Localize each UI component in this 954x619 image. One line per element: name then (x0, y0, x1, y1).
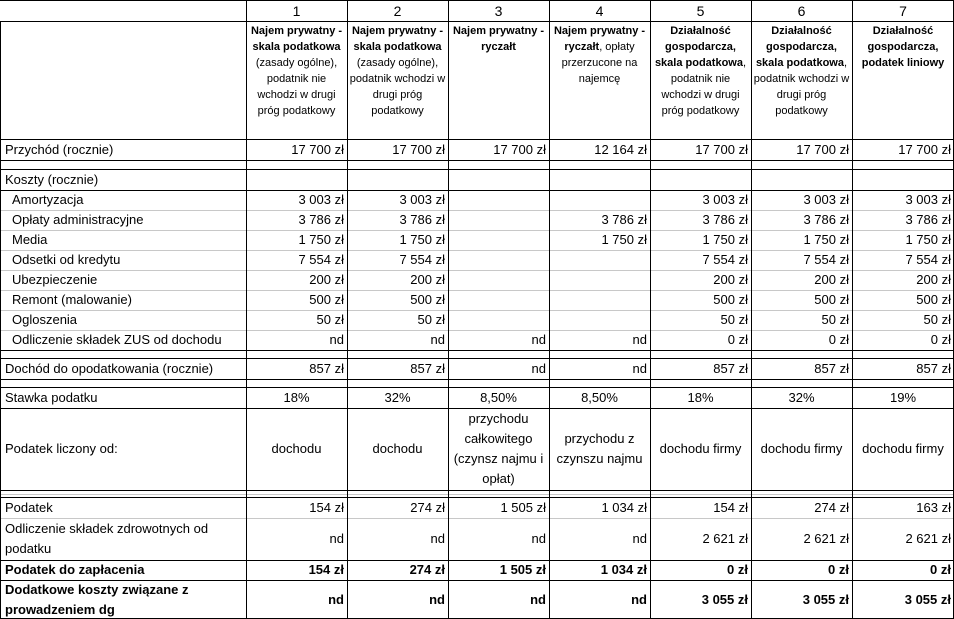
cell-dodatkowe-3[interactable]: nd (530, 592, 546, 607)
grid-vline-6 (751, 0, 752, 619)
cell-odsetki-6[interactable]: 7 554 zł (803, 252, 849, 267)
cell-ogloszenia-2[interactable]: 50 zł (417, 312, 445, 327)
cell-oplaty-6[interactable]: 3 786 zł (803, 212, 849, 227)
grid-hline-light-0 (0, 210, 954, 211)
cell-amortyzacja-7[interactable]: 3 003 zł (905, 192, 951, 207)
cell-zdrowotne-2[interactable]: nd (430, 531, 445, 546)
cell-media-3[interactable] (448, 230, 549, 250)
cell-liczony-4[interactable]: przychodu z czynszu najmu (556, 431, 643, 466)
row-label-podatek[interactable]: Podatek (5, 500, 53, 515)
grid-hline-6 (0, 350, 954, 351)
cell-ogloszenia-1[interactable]: 50 zł (316, 312, 344, 327)
cell-media-6[interactable]: 1 750 zł (803, 232, 849, 247)
cell-amortyzacja-5[interactable]: 3 003 zł (702, 192, 748, 207)
cell-odsetki-3[interactable] (448, 250, 549, 270)
cell-ubezpieczenie-4[interactable] (549, 270, 650, 290)
cell-zus-4[interactable]: nd (632, 332, 647, 347)
grid-hline-10 (0, 408, 954, 409)
cell-przychod-1[interactable]: 17 700 zł (291, 142, 344, 157)
cell-przychod-4[interactable]: 12 164 zł (594, 142, 647, 157)
cell-odsetki-2[interactable]: 7 554 zł (399, 252, 445, 267)
cell-koszty-6[interactable] (751, 170, 852, 190)
cell-koszty-5[interactable] (650, 170, 751, 190)
grid-vline-1 (246, 0, 247, 619)
grid-hline-4 (0, 169, 954, 170)
cell-ogloszenia-6[interactable]: 50 zł (821, 312, 849, 327)
cell-media-5[interactable]: 1 750 zł (702, 232, 748, 247)
cell-do_zaplaty-5[interactable]: 0 zł (727, 562, 748, 577)
grid-hline-light-6 (0, 330, 954, 331)
cell-stawka-4[interactable]: 8,50% (581, 390, 618, 405)
cell-zus-6[interactable]: 0 zł (828, 332, 849, 347)
grid-hline-light-5 (0, 310, 954, 311)
cell-remont-3[interactable] (448, 290, 549, 310)
row-label-oplaty[interactable]: Opłaty administracyjne (12, 212, 144, 227)
cell-oplaty-5[interactable]: 3 786 zł (702, 212, 748, 227)
cell-ubezpieczenie-2[interactable]: 200 zł (410, 272, 445, 287)
grid-hline-7 (0, 358, 954, 359)
column-header-title: Działalność gospodarcza, skala podatkowa (755, 25, 844, 69)
cell-ubezpieczenie-3[interactable] (448, 270, 549, 290)
cell-oplaty-4[interactable]: 3 786 zł (601, 212, 647, 227)
cell-zus-5[interactable]: 0 zł (727, 332, 748, 347)
cell-stawka-2[interactable]: 32% (384, 390, 411, 405)
grid-hline-1 (0, 21, 954, 22)
row-label-remont[interactable]: Remont (malowanie) (12, 292, 132, 307)
grid-vline-4 (549, 0, 550, 619)
row-label-przychod[interactable]: Przychód (rocznie) (5, 142, 114, 157)
cell-oplaty-2[interactable]: 3 786 zł (399, 212, 445, 227)
cell-przychod-7[interactable]: 17 700 zł (898, 142, 951, 157)
cell-ubezpieczenie-6[interactable]: 200 zł (814, 272, 849, 287)
cell-oplaty-1[interactable]: 3 786 zł (298, 212, 344, 227)
cell-odsetki-7[interactable]: 7 554 zł (905, 252, 951, 267)
cell-zdrowotne-4[interactable]: nd (632, 531, 647, 546)
cell-liczony-7[interactable]: dochodu firmy (862, 441, 944, 456)
cell-dochod-2[interactable]: 857 zł (410, 361, 445, 376)
cell-remont-1[interactable]: 500 zł (309, 292, 344, 307)
row-label-koszty[interactable]: Koszty (rocznie) (5, 172, 99, 187)
cell-zdrowotne-1[interactable]: nd (329, 531, 344, 546)
row-label-media[interactable]: Media (12, 232, 48, 247)
cell-remont-6[interactable]: 500 zł (814, 292, 849, 307)
grid-hline-3 (0, 160, 954, 161)
row-label-amortyzacja[interactable]: Amortyzacja (12, 192, 84, 207)
cell-zdrowotne-6[interactable]: 2 621 zł (803, 531, 849, 546)
column-header-title: Działalność gospodarcza, skala podatkowa (654, 25, 743, 69)
cell-podatek-5[interactable]: 154 zł (713, 500, 748, 515)
cell-podatek-2[interactable]: 274 zł (410, 500, 445, 515)
grid-hline-13 (0, 560, 954, 561)
column-header-subtitle: , podatnik wchodzi w drugi próg podatkowy (753, 57, 850, 117)
column-header-6[interactable] (751, 21, 852, 139)
column-header-5[interactable] (650, 21, 751, 139)
cell-ogloszenia-4[interactable] (549, 310, 650, 330)
cell-do_zaplaty-6[interactable]: 0 zł (828, 562, 849, 577)
cell-koszty-4[interactable] (549, 170, 650, 190)
column-number-1[interactable]: 1 (292, 3, 301, 19)
column-number-4[interactable]: 4 (595, 3, 604, 19)
cell-koszty-1[interactable] (246, 170, 347, 190)
row-label-ogloszenia[interactable]: Ogloszenia (12, 312, 78, 327)
column-header-title: Działalność gospodarcza, podatek liniowy (861, 25, 945, 69)
cell-ubezpieczenie-5[interactable]: 200 zł (713, 272, 748, 287)
grid-hline-light-1 (0, 230, 954, 231)
cell-zdrowotne-5[interactable]: 2 621 zł (702, 531, 748, 546)
column-number-2[interactable]: 2 (393, 3, 402, 19)
column-header-subtitle: , podatnik nie wchodzi w drugi próg podatkowy (661, 57, 747, 117)
grid-hline-light-3 (0, 270, 954, 271)
column-header-4[interactable] (549, 21, 650, 139)
cell-stawka-7[interactable]: 19% (889, 390, 917, 405)
cell-remont-7[interactable]: 500 zł (916, 292, 951, 307)
cell-do_zaplaty-1[interactable]: 154 zł (308, 562, 344, 577)
column-header-title: Najem prywatny - ryczałt (553, 25, 646, 53)
cell-zdrowotne-3[interactable]: nd (531, 531, 546, 546)
cell-podatek-4[interactable]: 1 034 zł (601, 500, 647, 515)
cell-liczony-1[interactable]: dochodu (271, 441, 322, 456)
column-header-1[interactable] (246, 21, 347, 139)
cell-dodatkowe-6[interactable]: 3 055 zł (802, 592, 849, 607)
column-header-2[interactable] (347, 21, 448, 139)
cell-do_zaplaty-2[interactable]: 274 zł (409, 562, 445, 577)
grid-hline-8 (0, 379, 954, 380)
row-label-dodatkowe[interactable]: Dodatkowe koszty związane z prowadzeniem dg (5, 581, 189, 617)
grid-hline-12 (0, 497, 954, 498)
cell-dochod-5[interactable]: 857 zł (713, 361, 748, 376)
grid-hline-9 (0, 387, 954, 388)
cell-odsetki-4[interactable] (549, 250, 650, 270)
row-label-stawka[interactable]: Stawka podatku (5, 390, 98, 405)
cell-ubezpieczenie-1[interactable]: 200 zł (309, 272, 344, 287)
cell-przychod-5[interactable]: 17 700 zł (695, 142, 748, 157)
cell-zdrowotne-7[interactable]: 2 621 zł (905, 531, 951, 546)
cell-koszty-2[interactable] (347, 170, 448, 190)
cell-dodatkowe-1[interactable]: nd (328, 592, 344, 607)
cell-amortyzacja-4[interactable] (549, 190, 650, 210)
cell-podatek-6[interactable]: 274 zł (814, 500, 849, 515)
cell-koszty-7[interactable] (852, 170, 954, 190)
cell-dodatkowe-5[interactable]: 3 055 zł (701, 592, 748, 607)
cell-zus-3[interactable]: nd (531, 332, 546, 347)
column-number-7[interactable]: 7 (899, 3, 907, 19)
column-header-3[interactable] (448, 21, 549, 139)
cell-stawka-5[interactable]: 18% (687, 390, 714, 405)
column-number-5[interactable]: 5 (696, 3, 705, 19)
cell-oplaty-7[interactable]: 3 786 zł (905, 212, 951, 227)
grid-hline-5 (0, 190, 954, 191)
cell-koszty-3[interactable] (448, 170, 549, 190)
cell-liczony-2[interactable]: dochodu (372, 441, 423, 456)
column-header-title: Najem prywatny - skala podatkowa (250, 25, 343, 53)
cell-media-4[interactable]: 1 750 zł (601, 232, 647, 247)
cell-ubezpieczenie-7[interactable]: 200 zł (916, 272, 951, 287)
cell-podatek-3[interactable]: 1 505 zł (500, 500, 546, 515)
column-header-subtitle: , opłaty przerzucone na najemcę (561, 41, 638, 85)
cell-dodatkowe-7[interactable]: 3 055 zł (904, 592, 951, 607)
cell-media-7[interactable]: 1 750 zł (905, 232, 951, 247)
cell-amortyzacja-3[interactable] (448, 190, 549, 210)
cell-stawka-3[interactable]: 8,50% (480, 390, 517, 405)
cell-stawka-1[interactable]: 18% (283, 390, 310, 405)
grid-vline-7 (852, 0, 853, 619)
grid-hline-0 (0, 0, 954, 1)
column-number-6[interactable]: 6 (797, 3, 806, 19)
row-label-zdrowotne[interactable]: Odliczenie składek zdrowotnych od podatku (5, 521, 209, 556)
cell-dodatkowe-4[interactable]: nd (631, 592, 647, 607)
grid-hline-14 (0, 580, 954, 581)
cell-przychod-2[interactable]: 17 700 zł (392, 142, 445, 157)
cell-dodatkowe-2[interactable]: nd (429, 592, 445, 607)
cell-przychod-3[interactable]: 17 700 zł (493, 142, 546, 157)
row-label-ubezpieczenie[interactable]: Ubezpieczenie (12, 272, 98, 287)
cell-do_zaplaty-7[interactable]: 0 zł (930, 562, 951, 577)
grid-hline-light-7 (0, 518, 954, 519)
cell-do_zaplaty-3[interactable]: 1 505 zł (499, 562, 546, 577)
cell-zus-2[interactable]: nd (430, 332, 445, 347)
cell-dochod-3[interactable]: nd (531, 361, 546, 376)
cell-stawka-6[interactable]: 32% (788, 390, 815, 405)
row-label-liczony[interactable]: Podatek liczony od: (5, 441, 118, 456)
cell-liczony-6[interactable]: dochodu firmy (760, 441, 843, 456)
cell-ogloszenia-3[interactable] (448, 310, 549, 330)
grid-vline-5 (650, 0, 651, 619)
column-header-subtitle: (zasady ogólne), podatnik nie wchodzi w drugi próg podatkowy (255, 57, 338, 117)
row-label-do_zaplaty[interactable]: Podatek do zapłacenia (5, 562, 145, 577)
column-header-7[interactable] (852, 21, 954, 139)
grid-vline-2 (347, 0, 348, 619)
grid-hline-light-4 (0, 290, 954, 291)
cell-remont-4[interactable] (549, 290, 650, 310)
row-label-dochod[interactable]: Dochód do opodatkowania (rocznie) (5, 361, 214, 376)
cell-przychod-6[interactable]: 17 700 zł (796, 142, 849, 157)
cell-dochod-7[interactable]: 857 zł (916, 361, 951, 376)
cell-remont-2[interactable]: 500 zł (410, 292, 445, 307)
grid-vline-3 (448, 0, 449, 619)
grid-hline-light-8 (0, 494, 954, 495)
row-label-odsetki[interactable]: Odsetki od kredytu (12, 252, 121, 267)
cell-odsetki-5[interactable]: 7 554 zł (702, 252, 748, 267)
cell-remont-5[interactable]: 500 zł (713, 292, 748, 307)
cell-media-2[interactable]: 1 750 zł (399, 232, 445, 247)
cell-liczony-5[interactable]: dochodu firmy (659, 441, 742, 456)
cell-zus-7[interactable]: 0 zł (930, 332, 951, 347)
cell-ogloszenia-7[interactable]: 50 zł (923, 312, 951, 327)
cell-podatek-7[interactable]: 163 zł (916, 500, 951, 515)
cell-oplaty-3[interactable] (448, 210, 549, 230)
cell-amortyzacja-2[interactable]: 3 003 zł (399, 192, 445, 207)
grid-vline-0 (0, 21, 1, 619)
cell-do_zaplaty-4[interactable]: 1 034 zł (600, 562, 647, 577)
column-header-title: Najem prywatny - skala podatkowa (351, 25, 444, 53)
column-header-subtitle: (zasady ogólne), podatnik wchodzi w drugi próg podatkowy (349, 57, 446, 117)
grid-hline-light-2 (0, 250, 954, 251)
grid-hline-2 (0, 139, 954, 140)
cell-zus-1[interactable]: nd (329, 332, 344, 347)
cell-media-1[interactable]: 1 750 zł (298, 232, 344, 247)
grid-hline-11 (0, 490, 954, 491)
cell-amortyzacja-1[interactable]: 3 003 zł (298, 192, 344, 207)
row-label-zus[interactable]: Odliczenie składek ZUS od dochodu (12, 332, 222, 347)
cell-odsetki-1[interactable]: 7 554 zł (298, 252, 344, 267)
cell-amortyzacja-6[interactable]: 3 003 zł (803, 192, 849, 207)
column-header-title: Najem prywatny - ryczałt (452, 25, 545, 53)
cell-ogloszenia-5[interactable]: 50 zł (720, 312, 748, 327)
cell-liczony-3[interactable]: przychodu całkowitego (czynsz najmu i opłat) (453, 411, 544, 486)
column-number-3[interactable]: 3 (494, 3, 503, 19)
cell-dochod-6[interactable]: 857 zł (814, 361, 849, 376)
cell-dochod-4[interactable]: nd (632, 361, 647, 376)
cell-podatek-1[interactable]: 154 zł (309, 500, 344, 515)
cell-dochod-1[interactable]: 857 zł (309, 361, 344, 376)
